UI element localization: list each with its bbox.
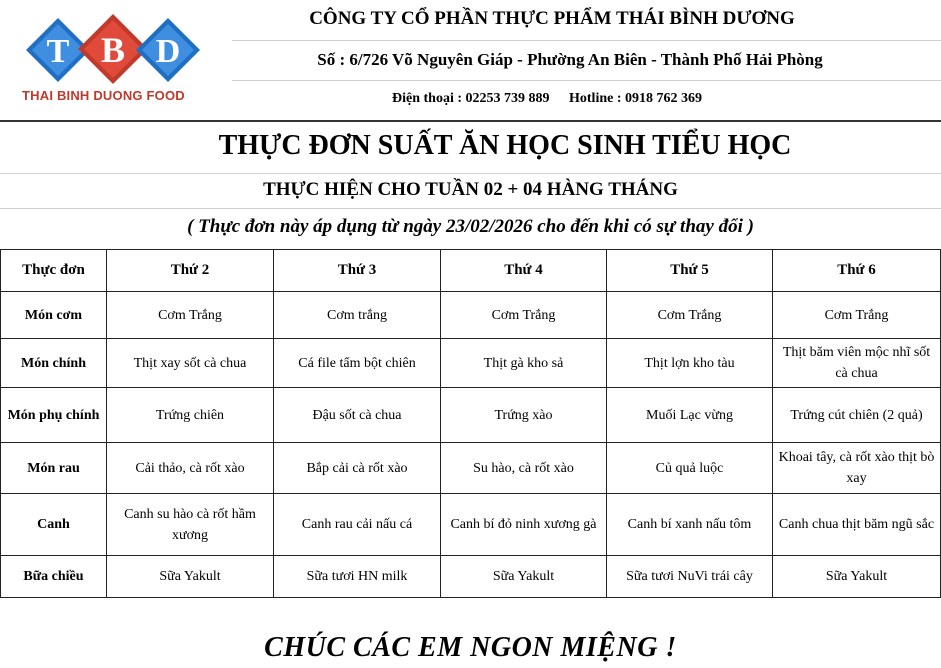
contact-line	[232, 91, 862, 107]
closing-message: CHÚC CÁC EM NGON MIỆNG !	[264, 632, 677, 663]
table-row	[1, 443, 941, 494]
divider	[0, 208, 941, 209]
table-cell: Thịt băm viên mộc nhĩ sốt cà chua	[773, 339, 941, 388]
table-row	[1, 494, 941, 556]
menu-subtitle: THỰC HIỆN CHO TUẦN 02 + 04 HÀNG THÁNG	[263, 179, 678, 200]
column-header: Thực đơn	[1, 250, 107, 292]
row-label: Món rau	[1, 443, 107, 494]
logo-letter-d: D	[155, 33, 181, 70]
logo-letter-t: T	[46, 33, 70, 70]
table-row	[1, 339, 941, 388]
table-row	[1, 292, 941, 339]
table-cell: Canh bí xanh nấu tôm	[607, 494, 773, 556]
table-cell: Bắp cải cà rốt xào	[274, 443, 441, 494]
table-cell: Đậu sốt cà chua	[274, 388, 441, 443]
hotline-number: Hotline : 0918 762 369	[569, 91, 702, 106]
divider	[232, 80, 941, 81]
table-cell: Sữa Yakult	[773, 556, 941, 598]
column-header: Thứ 6	[773, 250, 941, 292]
table-cell: Canh chua thịt băm ngũ sắc	[773, 494, 941, 556]
column-header: Thứ 4	[441, 250, 607, 292]
table-cell: Cơm trắng	[274, 292, 441, 339]
divider	[0, 173, 941, 174]
table-cell: Canh bí đỏ ninh xương gà	[441, 494, 607, 556]
table-cell: Sữa Yakult	[441, 556, 607, 598]
table-cell: Cơm Trắng	[607, 292, 773, 339]
table-cell: Cơm Trắng	[441, 292, 607, 339]
table-cell: Củ quả luộc	[607, 443, 773, 494]
divider	[232, 40, 941, 41]
row-label: Canh	[1, 494, 107, 556]
row-label: Món cơm	[1, 292, 107, 339]
table-cell: Muối Lạc vừng	[607, 388, 773, 443]
menu-table	[0, 249, 941, 598]
row-label: Món phụ chính	[1, 388, 107, 443]
table-cell: Canh rau cải nấu cá	[274, 494, 441, 556]
table-cell: Cơm Trắng	[773, 292, 941, 339]
table-cell: Thịt lợn kho tàu	[607, 339, 773, 388]
column-header: Thứ 2	[107, 250, 274, 292]
column-header: Thứ 3	[274, 250, 441, 292]
row-label: Món chính	[1, 339, 107, 388]
table-cell: Thịt xay sốt cà chua	[107, 339, 274, 388]
table-cell: Cơm Trắng	[107, 292, 274, 339]
header	[0, 0, 941, 122]
logo-letter-b: B	[100, 30, 126, 70]
table-cell: Sữa tươi HN milk	[274, 556, 441, 598]
table-cell: Sữa tươi NuVi trái cây	[607, 556, 773, 598]
table-cell: Thịt gà kho sả	[441, 339, 607, 388]
logo-diamond-d	[136, 18, 200, 82]
menu-note: ( Thực đơn này áp dụng từ ngày 23/02/2026 cho đến khi có sự thay đổi )	[187, 216, 754, 237]
table-cell: Canh su hào cà rốt hầm xương	[107, 494, 274, 556]
company-address: Số : 6/726 Võ Nguyên Giáp - Phường An Biên - Thành Phố Hải Phòng	[317, 50, 823, 69]
table-row	[1, 556, 941, 598]
table-cell: Trứng xào	[441, 388, 607, 443]
table-row	[1, 388, 941, 443]
table-cell: Cá file tẩm bột chiên	[274, 339, 441, 388]
table-cell: Trứng chiên	[107, 388, 274, 443]
company-name: CÔNG TY CỔ PHẦN THỰC PHẨM THÁI BÌNH DƯƠNG	[309, 8, 795, 29]
table-cell: Khoai tây, cà rốt xào thịt bò xay	[773, 443, 941, 494]
table-cell: Cải thảo, cà rốt xào	[107, 443, 274, 494]
phone-number: Điện thoại : 02253 739 889	[392, 91, 550, 106]
menu-title: THỰC ĐƠN SUẤT ĂN HỌC SINH TIỂU HỌC	[218, 130, 792, 161]
table-header-row	[1, 250, 941, 292]
table-cell: Trứng cút chiên (2 quả)	[773, 388, 941, 443]
table-cell: Su hào, cà rốt xào	[441, 443, 607, 494]
column-header: Thứ 5	[607, 250, 773, 292]
table-cell: Sữa Yakult	[107, 556, 274, 598]
logo-subtitle: THAI BINH DUONG FOOD	[22, 88, 185, 103]
row-label: Bữa chiều	[1, 556, 107, 598]
